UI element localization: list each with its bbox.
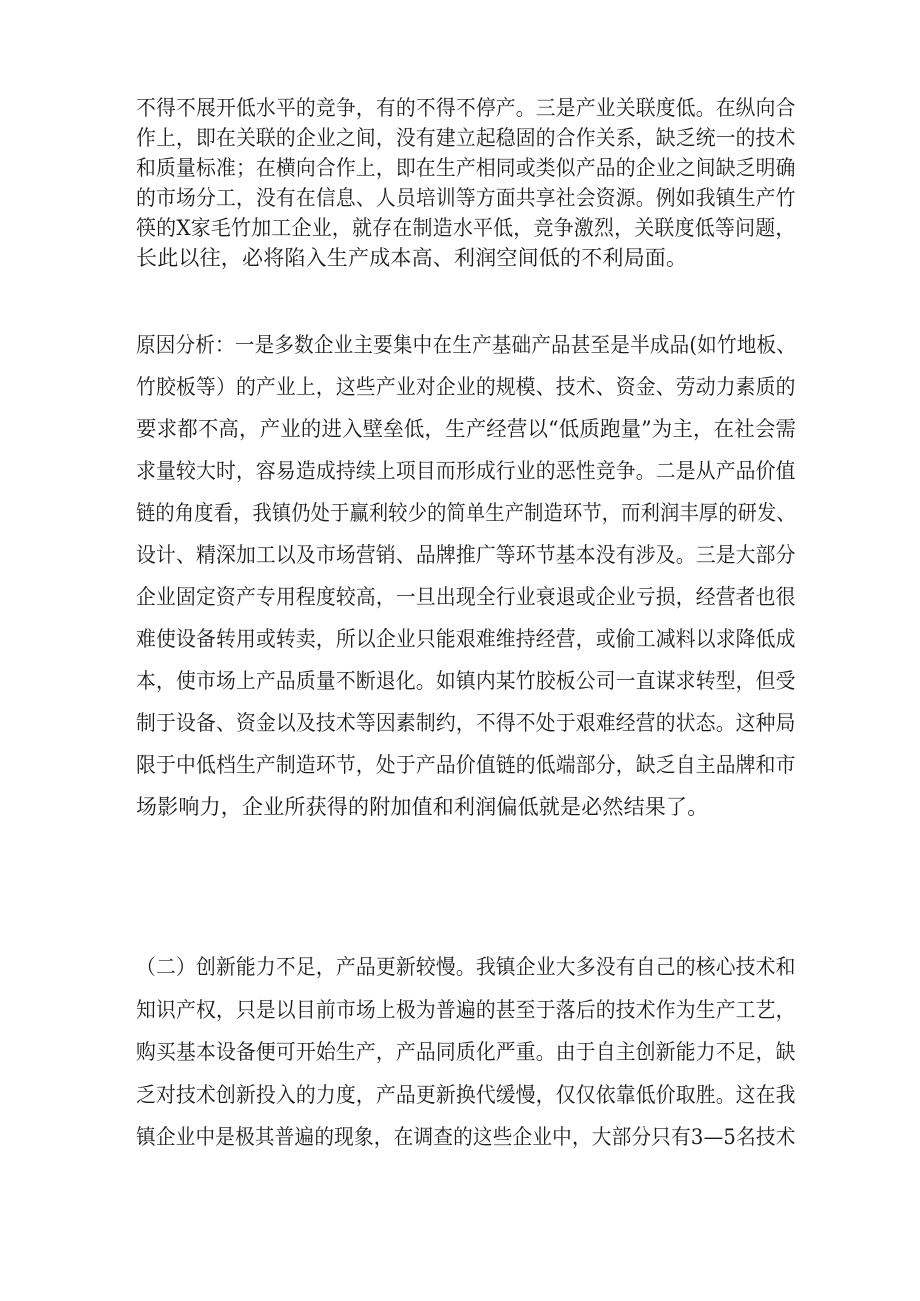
text-line: 场影响力，企业所获得的附加值和利润偏低就是必然结果了。 — [136, 795, 709, 819]
text-line: 链的角度看，我镇仍处于赢利较少的简单生产制造环节，而利润丰厚的研发、 — [136, 501, 796, 525]
text-line: 制于设备、资金以及技术等因素制约，不得不处于艰难经营的状态。这种局 — [136, 711, 796, 735]
text-line: 竹胶板等）的产业上，这些产业对企业的规模、技术、资金、劳动力素质的 — [136, 375, 796, 399]
text-line: 和质量标准；在横向合作上，即在生产相同或类似产品的企业之间缺乏明确 — [136, 156, 796, 180]
text-line: 企业固定资产专用程度较高，一旦出现全行业衰退或企业亏损，经营者也很 — [136, 585, 796, 609]
text-line: 设计、精深加工以及市场营销、品牌推广等环节基本没有涉及。三是大部分 — [136, 543, 796, 567]
text-line: 购买基本设备便可开始生产，产品同质化严重。由于自主创新能力不足，缺 — [136, 1040, 796, 1064]
text-line: 知识产权，只是以目前市场上极为普遍的甚至于落后的技术作为生产工艺， — [136, 997, 796, 1022]
paragraph-innovation-capacity — [136, 946, 796, 1159]
text-line: 求量较大时，容易造成持续上项目而形成行业的恶性竞争。二是从产品价值 — [136, 459, 796, 483]
text-line: 镇企业中是极其普遍的现象，在调查的这些企业中，大部分只有3—5名技术 — [136, 1125, 796, 1149]
text-line: 乏对技术创新投入的力度，产品更新换代缓慢，仅仅依靠低价取胜。这在我 — [136, 1082, 796, 1107]
text-line: 难使设备转用或转卖，所以企业只能艰难维持经营，或偷工减料以求降低成 — [136, 627, 796, 651]
text-line: 筷的X家毛竹加工企业，就存在制造水平低，竞争激烈，关联度低等问题， — [136, 216, 796, 240]
text-line: 要求都不高，产业的进入壁垒低，生产经营以“低质跑量”为主，在社会需 — [136, 417, 797, 441]
paragraph-industry-linkage — [136, 93, 796, 273]
text-line: 不得不展开低水平的竞争，有的不得不停产。三是产业关联度低。在纵向合 — [136, 96, 796, 120]
text-line: 的市场分工，没有在信息、人员培训等方面共享社会资源。例如我镇生产竹 — [136, 186, 796, 210]
text-line: 本，使市场上产品质量不断退化。如镇内某竹胶板公司一直谋求转型，但受 — [136, 669, 796, 693]
text-line: 作上，即在关联的企业之间，没有建立起稳固的合作关系，缺乏统一的技术 — [136, 126, 796, 150]
text-line: 原因分析：一是多数企业主要集中在生产基础产品甚至是半成品(如竹地板、 — [136, 333, 796, 357]
paragraph-cause-analysis — [136, 324, 796, 828]
text-line: 长此以往，必将陷入生产成本高、利润空间低的不利局面。 — [136, 246, 688, 270]
text-line: （二）创新能力不足，产品更新较慢。我镇企业大多没有自己的核心技术和 — [136, 955, 796, 979]
text-line: 限于中低档生产制造环节，处于产品价值链的低端部分，缺乏自主品牌和市 — [136, 753, 796, 777]
